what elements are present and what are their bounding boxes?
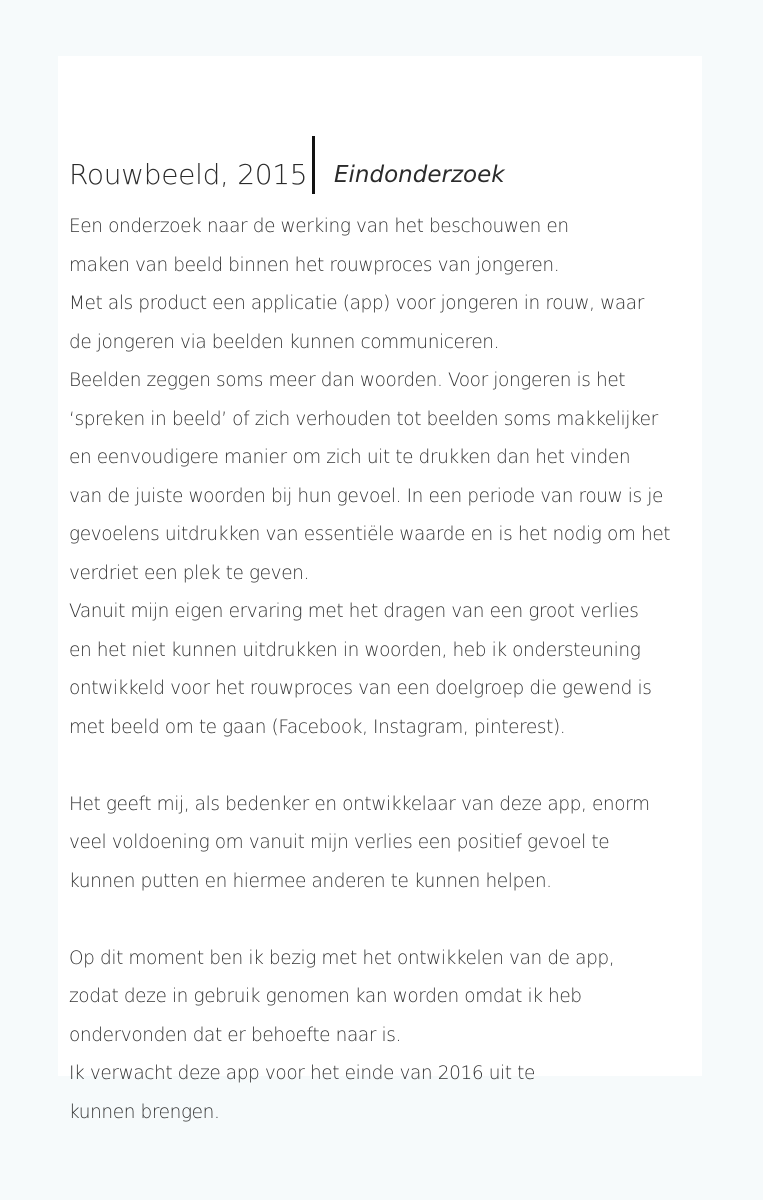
paragraph-gap [69, 901, 699, 940]
text-line: ondervonden dat er behoefte naar is. [69, 1024, 401, 1046]
title-divider [312, 136, 315, 194]
document-header [69, 136, 689, 196]
document-body [69, 208, 699, 1132]
text-line: verdriet een plek te geven. [69, 562, 309, 584]
text-line: Een onderzoek naar de werking van het beschouwen en [69, 216, 569, 237]
text-line: maken van beeld binnen het rouwproces van jongeren. [69, 254, 560, 276]
text-line: en eenvoudigere manier om zich uit te drukken dan het vinden [69, 447, 631, 468]
text-line: zodat deze in gebruik genomen kan worden omdat ik heb [69, 986, 582, 1007]
text-line: Het geeft mij, als bedenker en ontwikkelaar van deze app, enorm [69, 793, 650, 815]
text-line: Met als product een applicatie (app) voor jongeren in rouw, waar [69, 293, 644, 314]
text-line: Beelden zeggen soms meer dan woorden. Voor jongeren is het [69, 370, 626, 391]
text-line: met beeld om te gaan (Facebook, Instagram, pinterest). [69, 716, 566, 738]
text-line: kunnen brengen. [69, 1101, 220, 1123]
document-title: Rouwbeeld, 2015 [69, 158, 308, 191]
paragraph-gap [69, 747, 699, 786]
text-line: de jongeren via beelden kunnen communiceren. [69, 331, 500, 353]
paragraph-3 [69, 940, 699, 1133]
text-line: Op dit moment ben ik bezig met het ontwikkelen van de app, [69, 947, 615, 969]
document-page [58, 56, 702, 1123]
text-line: Ik verwacht deze app voor het einde van 2016 uit te [69, 1063, 535, 1084]
text-line: ‘spreken in beeld’ of zich verhouden tot beelden soms makkelijker [69, 408, 658, 430]
text-line: Vanuit mijn eigen ervaring met het dragen van een groot verlies [69, 601, 639, 622]
text-line: van de juiste woorden bij hun gevoel. In een periode van rouw is je [69, 485, 663, 507]
text-line: en het niet kunnen uitdrukken in woorden, heb ik ondersteuning [69, 639, 641, 661]
document-subtitle: Eindonderzoek [334, 162, 505, 188]
text-line: gevoelens uitdrukken van essentiële waarde en is het nodig om het [69, 524, 671, 545]
text-line: ontwikkeld voor het rouwproces van een doelgroep die gewend is [69, 678, 652, 699]
paragraph-2 [69, 786, 699, 902]
text-line: kunnen putten en hiermee anderen te kunnen helpen. [69, 870, 552, 892]
text-line: veel voldoening om vanuit mijn verlies een positief gevoel te [69, 832, 610, 853]
paragraph-1 [69, 208, 699, 747]
